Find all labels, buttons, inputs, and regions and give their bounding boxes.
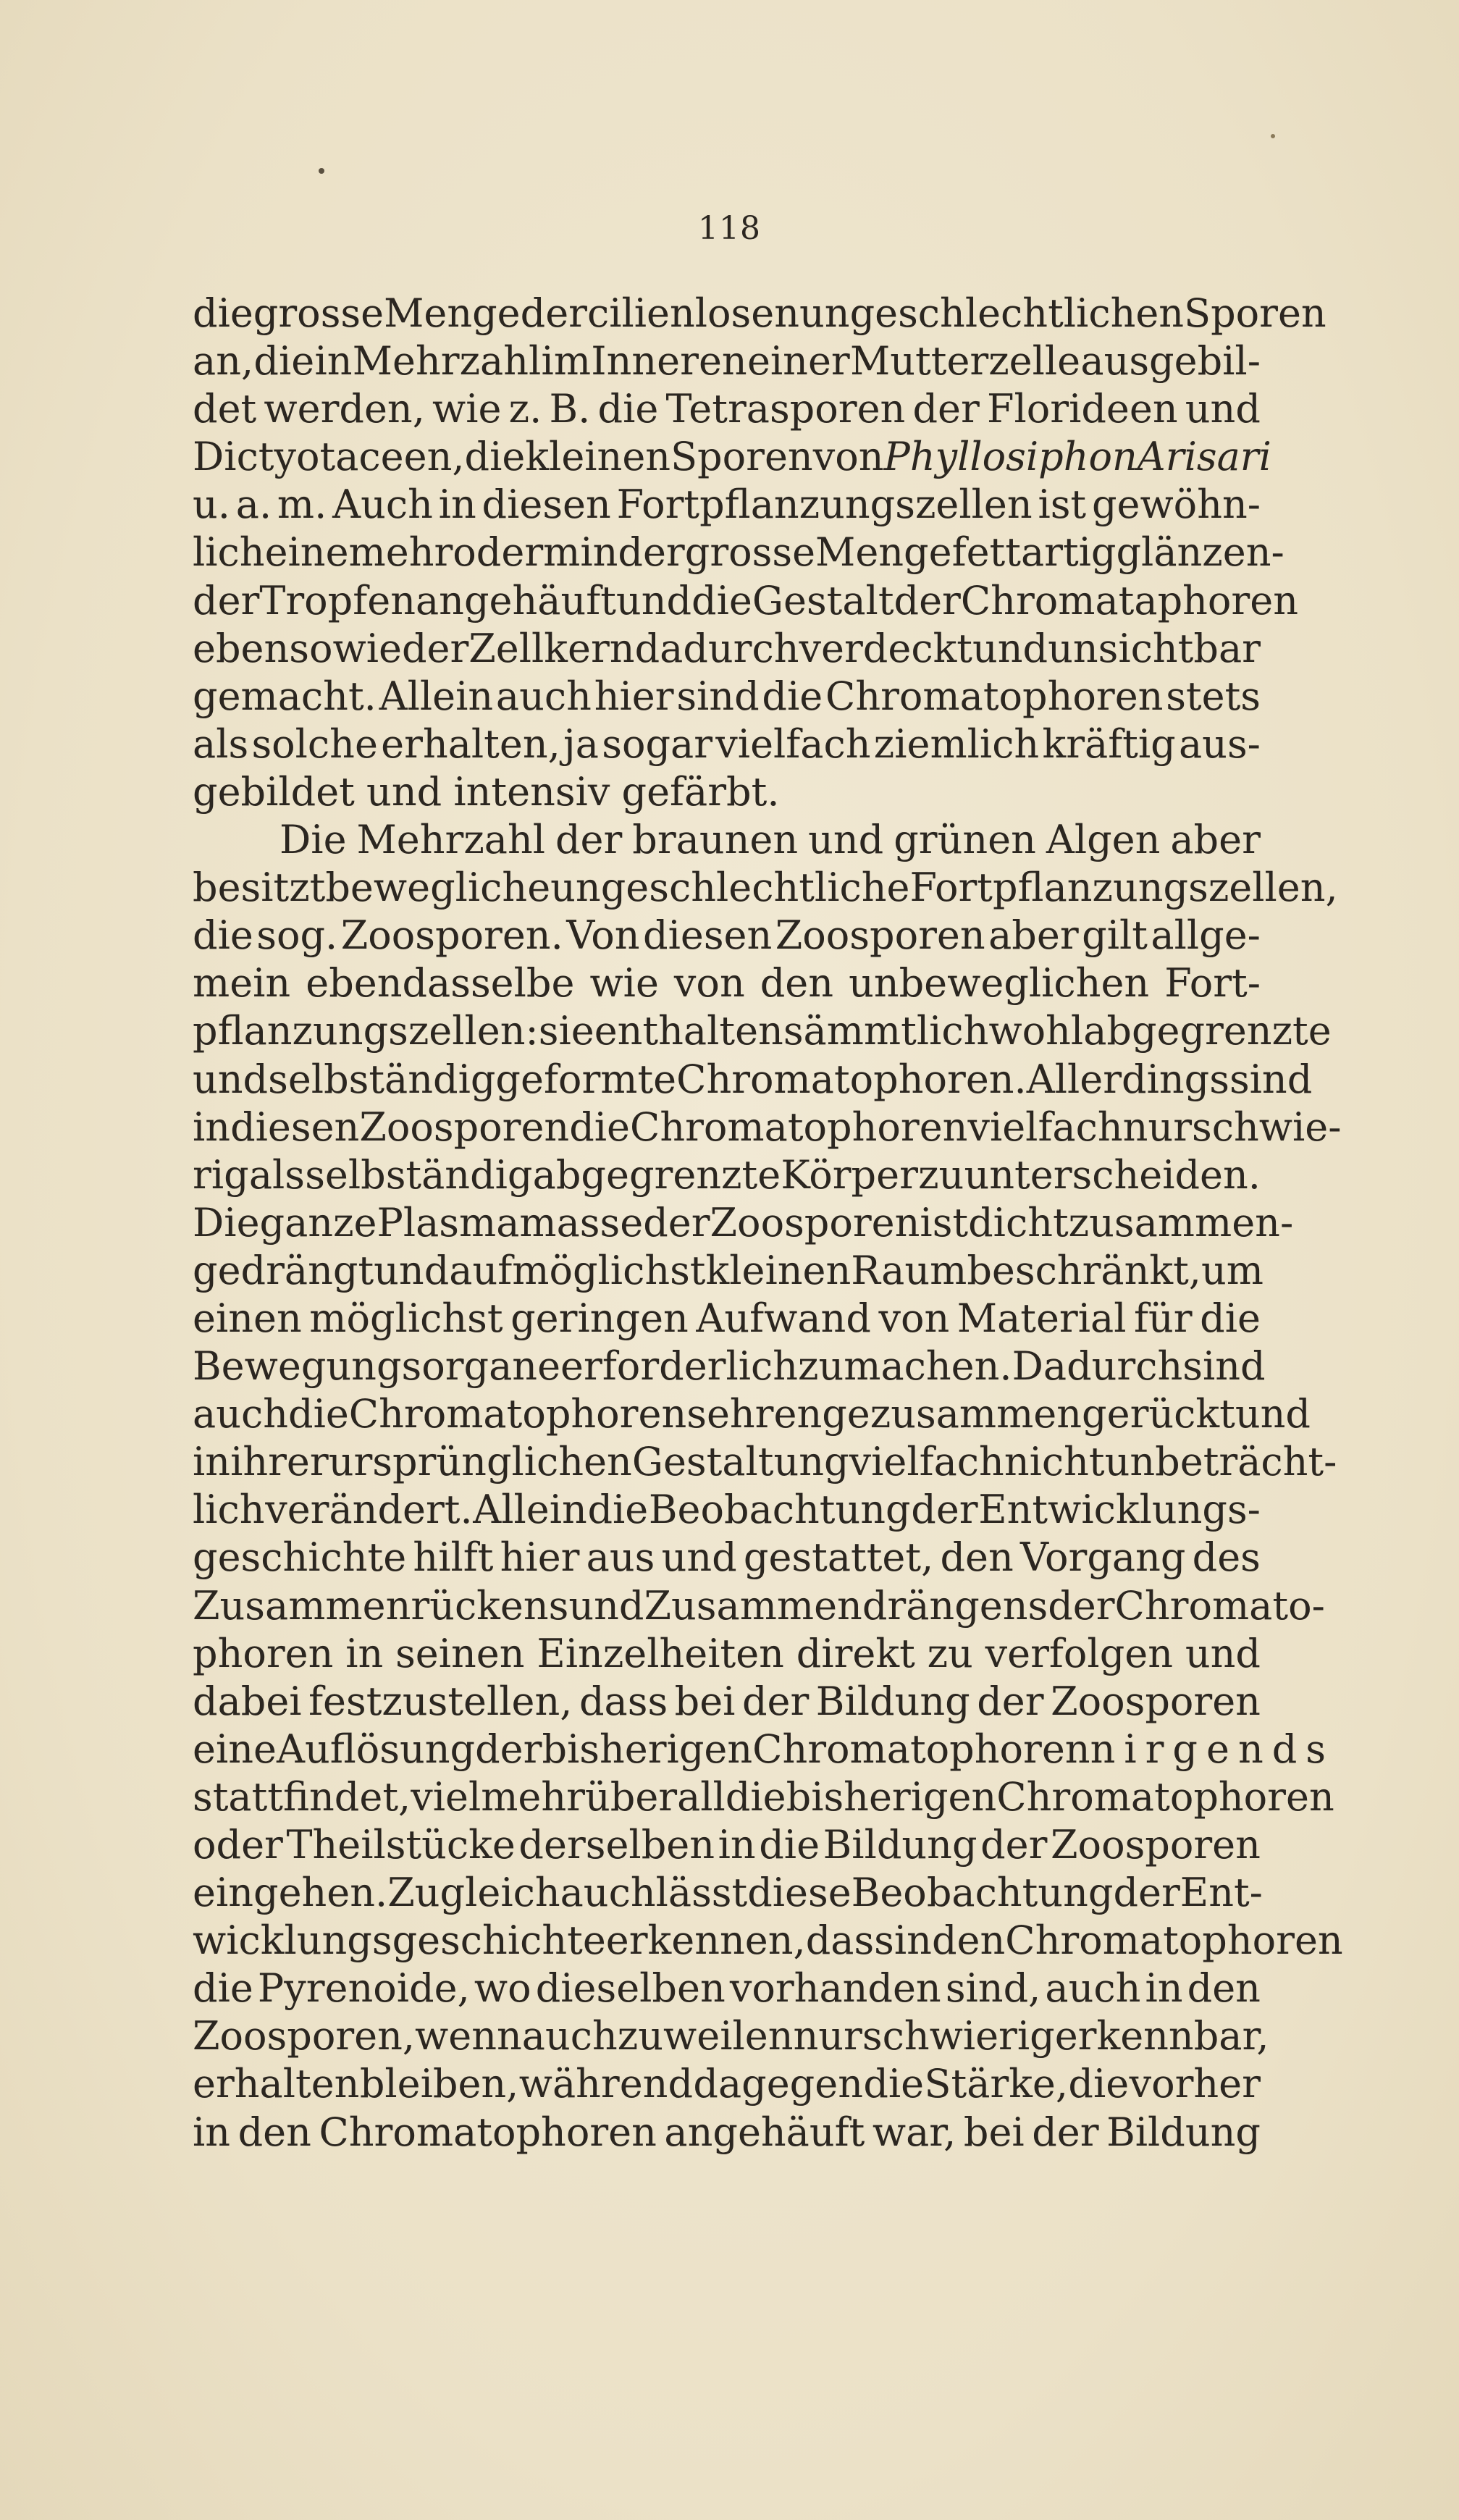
text-line: Dictyotaceen, die kleinen Sporen von Phyllosiphon Arisari — [193, 434, 1271, 480]
text-line: lich eine mehr oder minder grosse Menge fettartig glänzen- — [193, 529, 1284, 576]
text-line: besitzt bewegliche ungeschlechtliche Fortpflanzungszellen, — [193, 865, 1338, 911]
text-line: in diesen Zoosporen die Chromatophoren vielfach nur schwie- — [193, 1104, 1342, 1150]
text-line: einen möglichst geringen Aufwand von Material für die — [193, 1295, 1261, 1341]
text-line: der Tropfen angehäuft und die Gestalt der Chromataphoren — [193, 577, 1298, 623]
text-line: phoren in seinen Einzelheiten direkt zu verfolgen und — [193, 1630, 1261, 1676]
text-line: geschichte hilft hier aus und gestattet, den Vorgang des — [193, 1534, 1261, 1581]
text-line: Die ganze Plasmamasse der Zoosporen ist dicht zusammen- — [193, 1199, 1294, 1246]
text-line: oder Theilstücke derselben in die Bildung der Zoosporen — [193, 1822, 1261, 1868]
text-line: an, die in Mehrzahl im Inneren einer Mutterzelle ausgebil- — [193, 338, 1261, 385]
text-line: Bewegungsorgane erforderlich zu machen. Dadurch sind — [193, 1343, 1266, 1390]
text-line: mein ebendasselbe wie von den unbeweglichen Fort- — [193, 960, 1261, 1007]
text-line: u. a. m. Auch in diesen Fortpflanzungszellen ist gewöhn- — [193, 482, 1261, 528]
text-line: gebildet und intensiv gefärbt. — [193, 768, 780, 815]
text-line: Zoosporen, wenn auch zuweilen nur schwierig erkennbar, — [193, 2013, 1269, 2059]
text-line: rig als selbständig abgegrenzte Körper zu unterscheiden. — [193, 1151, 1261, 1198]
text-line: erhalten bleiben, während dagegen die Stärke, die vorher — [193, 2061, 1261, 2107]
text-line: in den Chromatophoren angehäuft war, bei der Bildung — [193, 2109, 1261, 2155]
page-number: 118 — [698, 210, 761, 247]
text-line: det werden, wie z. B. die Tetrasporen der Florideen und — [193, 386, 1261, 432]
text-line: ebenso wie der Zellkern dadurch verdeckt und unsichtbar — [193, 625, 1261, 671]
text-line: wicklungsgeschichte erkennen, dass in den Chromatophoren — [193, 1918, 1343, 1964]
text-line: als solche erhalten, ja sogar vielfach ziemlich kräftig aus- — [193, 721, 1261, 767]
text-line: die Pyrenoide, wo dieselben vorhanden sind, auch in den — [193, 1965, 1261, 2012]
ink-speck — [319, 168, 324, 174]
text-line: gedrängt und auf möglichst kleinen Raum beschränkt, um — [193, 1247, 1264, 1293]
text-line: eine Auflösung der bisherigen Chromatophoren nirgends — [193, 1726, 1335, 1772]
text-line: Zusammenrückens und Zusammendrängens der Chromato- — [193, 1582, 1325, 1629]
text-line: die grosse Menge der cilienlosen ungeschlechtlichen Sporen — [193, 290, 1326, 336]
text-line: lich verändert. Allein die Beobachtung der Entwicklungs- — [193, 1487, 1261, 1533]
text-line: und selbständig geformte Chromatophoren. Allerdings sind — [193, 1056, 1313, 1102]
text-line: eingehen. Zugleich auch lässt diese Beobachtung der Ent- — [193, 1870, 1263, 1916]
text-line: dabei festzustellen, dass bei der Bildung der Zoosporen — [193, 1678, 1261, 1724]
text-line: pflanzungszellen: sie enthalten sämmtlich wohlabgegrenzte — [193, 1008, 1332, 1054]
body-text — [193, 290, 1343, 2156]
text-line: die sog. Zoosporen. Von diesen Zoosporen aber gilt allge- — [193, 912, 1261, 959]
text-line: stattfindet, vielmehr überall die bisherigen Chromatophoren — [193, 1773, 1334, 1820]
text-line: auch die Chromatophoren sehr enge zusammengerückt und — [193, 1391, 1311, 1437]
ink-speck — [1271, 134, 1275, 138]
text-line: Die Mehrzahl der braunen und grünen Algen aber — [279, 817, 1261, 863]
text-line: in ihrer ursprünglichen Gestaltung vielfach nicht unbeträcht- — [193, 1439, 1337, 1485]
text-line: gemacht. Allein auch hier sind die Chromatophoren stets — [193, 673, 1261, 719]
